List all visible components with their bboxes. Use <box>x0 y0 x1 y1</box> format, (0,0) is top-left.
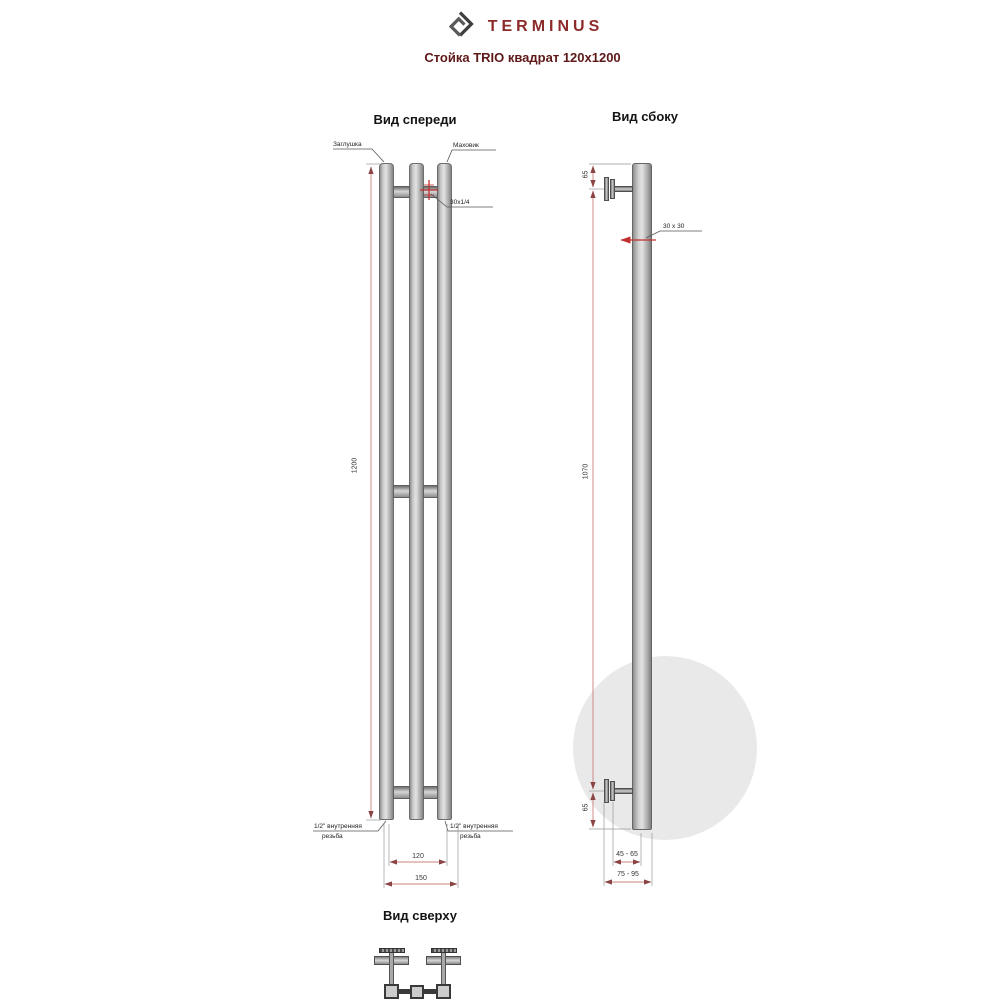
side-top-offset-dim: 65 <box>582 170 590 179</box>
front-crossbar-top-left <box>393 186 410 198</box>
watermark-circle <box>573 656 757 840</box>
top-view-pipe-section-middle <box>410 985 424 999</box>
front-pipe-middle <box>409 163 424 820</box>
front-pipe-left <box>379 163 394 820</box>
front-crossbar-bottom-right <box>423 786 438 799</box>
side-bracket-top-nut <box>610 179 615 199</box>
side-bracket-top-arm <box>613 186 633 192</box>
profile-size-label: 30 x 30 <box>663 223 685 230</box>
thread-note-right-line2: резьба <box>460 833 481 840</box>
side-mount-span-dim: 1070 <box>582 463 590 480</box>
top-view-stem-right <box>441 950 446 986</box>
side-bracket-bottom-nut <box>610 781 615 801</box>
top-view-pipe-section-right <box>436 984 451 999</box>
side-wall-range1-dim: 45 - 65 <box>616 851 638 858</box>
side-wall-range2-dim: 75 - 95 <box>617 871 639 878</box>
thread-note-right-line1: 1/2" внутренняя <box>450 823 498 830</box>
handwheel-label: Маховик <box>453 142 479 149</box>
front-pipe-right <box>437 163 452 820</box>
top-view-title: Вид сверху <box>383 908 457 923</box>
front-view-title: Вид спереди <box>373 112 457 127</box>
cap-label: Заглушка <box>333 141 362 148</box>
side-bracket-bottom-wall-plate <box>604 779 609 803</box>
thread-note-left-line2: резьба <box>322 833 343 840</box>
brand-name: TERMINUS <box>487 17 604 35</box>
front-crossbar-mid-right <box>423 485 438 498</box>
front-height-dim: 1200 <box>351 457 359 474</box>
side-bracket-top-wall-plate <box>604 177 609 201</box>
front-crossbar-bottom-left <box>393 786 410 799</box>
side-view-title: Вид сбоку <box>611 109 678 124</box>
side-bracket-bottom-arm <box>613 788 633 794</box>
front-crossbar-top-right <box>423 186 438 198</box>
side-bottom-offset-dim: 65 <box>582 803 590 812</box>
terminus-logo-icon <box>442 6 478 47</box>
drawing-title: Стойка TRIO квадрат 120x1200 <box>424 50 621 65</box>
front-crossbar-mid-left <box>393 485 410 498</box>
thread-spec-label: 30x1/4 <box>450 199 470 206</box>
top-view-stem-left <box>389 950 394 986</box>
front-width-inner-dim: 120 <box>412 853 424 860</box>
top-view-handle-right <box>431 948 457 953</box>
header <box>0 6 1000 47</box>
thread-note-left-line1: 1/2" внутренняя <box>314 823 362 830</box>
front-width-outer-dim: 150 <box>415 875 427 882</box>
top-view-pipe-section-left <box>384 984 399 999</box>
top-view-handle-left <box>379 948 405 953</box>
side-pipe <box>632 163 652 830</box>
